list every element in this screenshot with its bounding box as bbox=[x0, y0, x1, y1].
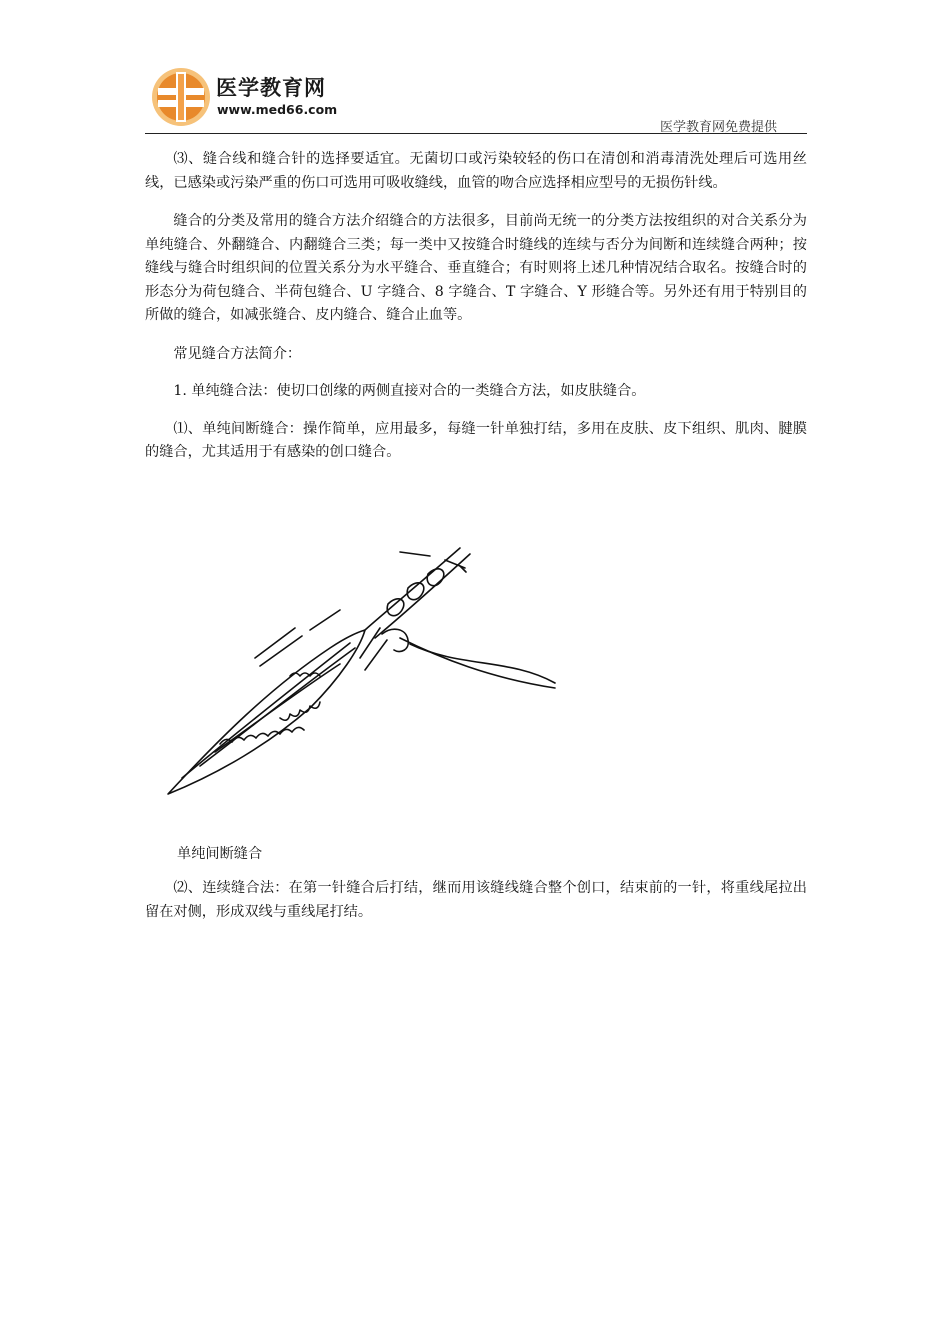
figure-caption: 单纯间断缝合 bbox=[177, 846, 263, 862]
header-tagline: 医学教育网免费提供 bbox=[659, 120, 777, 135]
paragraph-suture-selection: ⑶、缝合线和缝合针的选择要适宜。无菌切口或污染较轻的伤口在清创和消毒清洗处理后可选用丝线，已感染或污染严重的伤口可选用可吸收缝线，血管的吻合应选择相应型号的无损伤针线。 bbox=[145, 151, 807, 191]
interrupted-suture-illustration bbox=[160, 538, 560, 800]
logo-url: www.med66.com bbox=[217, 102, 338, 117]
main-content bbox=[145, 148, 807, 480]
logo-title: 医学教育网 bbox=[216, 76, 326, 100]
main-content-continued bbox=[145, 877, 807, 939]
site-logo[interactable] bbox=[150, 66, 340, 128]
paragraph-simple-suture: 1. 单纯缝合法：使切口创缘的两侧直接对合的一类缝合方法，如皮肤缝合。 bbox=[173, 383, 646, 399]
logo-emblem-icon bbox=[150, 66, 212, 128]
page-header bbox=[145, 64, 807, 134]
paragraph-interrupted-suture: ⑴、单纯间断缝合：操作简单，应用最多，每缝一针单独打结，多用在皮肤、皮下组织、肌肉、腱膜的缝合，尤其适用于有感染的创口缝合。 bbox=[145, 420, 807, 460]
paragraph-suture-classification: 缝合的分类及常用的缝合方法介绍缝合的方法很多，目前尚无统一的分类方法按组织的对合关系分为单纯缝合、外翻缝合、内翻缝合三类；每一类中又按缝合时缝线的连续与否分为间断和连续缝合两种；按缝线与缝合时组织间的位置关系分为水平缝合、垂直缝合；有时则将上述几种情况结合取名。按缝合时的形态分为荷包缝合、半荷包缝合、U 字缝合、8 字缝合、T 字缝合、Y 形缝合等。另外还有用于特别目的所做的缝合，如减张缝合、皮内缝合、缝合止血等。 bbox=[145, 213, 807, 323]
paragraph-continuous-suture: ⑵、连续缝合法：在第一针缝合后打结，继而用该缝线缝合整个创口，结束前的一针，将重线尾拉出留在对侧，形成双线与重线尾打结。 bbox=[145, 880, 807, 920]
paragraph-methods-intro: 常见缝合方法简介： bbox=[173, 345, 302, 362]
header-divider bbox=[145, 133, 807, 134]
